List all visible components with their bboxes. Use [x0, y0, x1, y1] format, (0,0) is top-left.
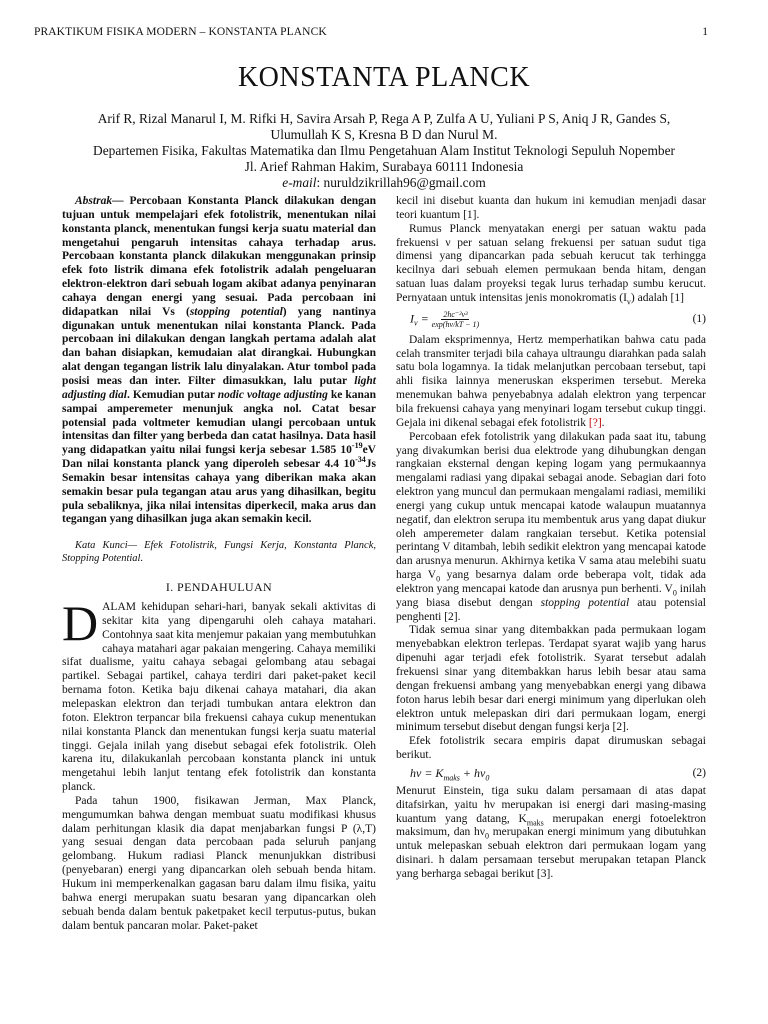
email-address[interactable]: : nuruldzikrillah96@gmail.com — [316, 175, 486, 190]
dropcap: D — [62, 595, 99, 652]
abstract-text: ) yang nantinya digunakan untuk menentukan nilai konstanta Planck. Pada percobaan ini dilakukan dengan langkah pertama adalah alat dan bahan disiapkan, kemudaian alat dirangkai. Hubungkan alat dengan tegangan listrik lalu dinyalakan. Atur tombol pada posisi meas dan inter. Filter dimasukkan, lalu putar — [62, 305, 376, 387]
authors-line-2: Ulumullah K S, Kresna B D dan Nurul M. — [270, 127, 498, 142]
abstract-text: Js Semakin besar intensitas cahaya yang diberikan maka akan semakin besar pula tegangan atau arus yang dihasilkan, begitu pula sebaliknya, jika nilai intensitas diperkecil, maka arus dan tegangan yang dihasilkan juga akan semakin kecil. — [62, 458, 376, 526]
equation-formula: $h\nu = K_{maks} + h\nu_0$ — [410, 765, 490, 783]
paragraph: Dalam eksprimennya, Hertz memperhatikan bahwa catu pada celah transmiter terjadi bila cahaya ultraungu diarahkan pada salah satu bola logamnya. Ia tidak melanjutkan percobaan tersebut, tapi ahli fisika lainnya meneruskan eksperimen tersebut. Mereka menemukan bahwa penyebabnya adalah elektron yang terpencar bila frekuensi cahaya yang menyinari logam tersebut cukup tinggi. Gejala ini dikenal sebagai efek fotolistrik [?]. — [396, 333, 706, 429]
paragraph-text: ALAM kehidupan sehari-hari, banyak sekali aktivitas di sekitar kita yang dipengaruhi oleh cahaya matahari. Contohnya saat kita menjemur pakaian yang membutuhkan cahaya matahari agar pakaian mengering. Cahaya memiliki sifat dualisme, yaitu cahaya sebagai gelombang atau sebagai partikel. Sebagai partikel, cahaya terdiri dari paket-paket kecil bernama foton. Ketika baju dikenai cahaya matahari, dia akan melepaskan elektron dan terjadi tumbukan antara elektron dan foton. Elektron terpancar bila frekuensi cahaya cukup menentukan nilai konstanta Planck dan menentukan fungsi kerja suatu material tinggi. Gejala inilah yang disebut sebagai efek fotolistrik. Oleh karena itu, dilakukanlah percobaan konstanta planck ini untuk mengetahui lebih lanjut tentang efek fotolistrik dan konstanta planck. — [62, 601, 376, 794]
equation-formula: $I_v$ = $\frac{\text{2hc⁻²ν³}}{\exp(h\nu/kT - 1)}$ — [410, 310, 480, 330]
abstract-term: stopping potential — [189, 305, 283, 318]
abstract-term: light adjusting dial — [62, 374, 376, 401]
authors-line-1: Arif R, Rizal Manarul I, M. Rifki H, Savira Arsah P, Rega A P, Zulfa A U, Yuliani P S, Aniq J R, Gandes S, — [97, 111, 671, 126]
email-line — [60, 175, 708, 191]
left-column — [62, 195, 376, 933]
abstract-label: Abstrak— — [75, 195, 124, 207]
abstract-text: ke kanan sampai amperemeter menunjuk angka nol. Catat besar potensial pada voltmeter kemudian ulangi percobaan untuk intensitas dan filter yang berbeda dan catat hasilnya. Data hasil yang didapatkan yaitu nilai fungsi kerja sebesar 1.585 10 — [62, 388, 376, 457]
affiliation-line-1: Departemen Fisika, Fakultas Matematika dan Ilmu Pengetahuan Alam Institut Teknologi Sepuluh Nopember — [93, 143, 675, 158]
running-head: PRAKTIKUM FISIKA MODERN – KONSTANTA PLANCK — [34, 26, 327, 38]
right-column — [396, 195, 706, 882]
paragraph: Tidak semua sinar yang ditembakkan pada permukaan logam menyebabkan elektron terlepas. Terdapat syarat wajib yang harus dipenuhi agar terjadi efek fotolistrik. Syarat tersebut adalah frekuensi sinar yang ditembakkan harus lebih besar atau sama dengan frekuensi ambang yang menyebabkan energi yang dibawa foton harus lebih besar dari energi minimum yang diperlukan oleh elektron untuk melepaskan diri dari permukaan logam, energi minimum tersebut disebut dengan fungsi kerja [2]. — [396, 624, 706, 734]
paragraph: Menurut Einstein, tiga suku dalam persamaan di atas dapat ditafsirkan, yaitu hν merupakan isi energi dari masing-masing kuantum yang datang, $K_{maks}$ merupakan energi fotoelektron maksimum, dan $h\nu_0$ merupakan energi minimum yang dibutuhkan untuk melepaskan sebuah elektron dari permukaan logam yang disinari. h dalam persamaan tersebut merupakan tetapan Planck yang berharga sebagai berikut [3]. — [396, 784, 707, 880]
paragraph: Percobaan efek fotolistrik yang dilakukan pada saat itu, tabung yang divakumkan berisi dua elektrode yang dihubungkan dengan rangkaian eksternal dengan keping logam yang permukaannya mengalami radiasi yang dipakai sebagai anode. Sebagian dari foto elektron yang muncul dan permukaan mengalami radiasi, memiliki energi yang cukup untuk mencapai katode walaupun muatannya negatif, dan elektron serupa itu membentuk arus yang dapat diukur oleh amperemeter dalam rangkaian tersebut. Ketika potensial perintang V ditambah, lebih sedikit elektron yang mencapai katode dan arusnya menurun. Akhirnya ketika V sama atau melebihi suatu harga $V_0$ yang besarnya dalam orde beberapa volt, tidak ada elektron yang mencapai katode dan arusnya pun berhenti. $V_0$ inilah yang biasa disebut dengan stopping potential atau potensial penghenti [2]. — [396, 430, 706, 623]
keywords — [62, 539, 376, 565]
paragraph: Rumus Planck menyatakan energi per satuan waktu pada frekuensi ν per satuan selang frekuensi per satuan sudut tiga dimensi yang dipancarkan pada sebuah kerucut tak terhingga kecilnya dari sebuah elemen permukaan benda hitam, dengan satuan luas dalam proyeksi tegak lurus terhadap sumbu kerucut. Pernyataan untuk intensitas jenis monokromatis $(I_v)$ adalah [1] — [396, 222, 706, 307]
equation-number: (1) — [692, 312, 706, 325]
broken-reference[interactable]: [?] — [588, 416, 602, 429]
paragraph: Efek fotolistrik secara empiris dapat dirumuskan sebagai berikut. — [396, 735, 706, 762]
equation-2 — [396, 764, 706, 784]
exponent: -34 — [355, 455, 366, 465]
equation-number: (2) — [692, 766, 706, 779]
paper-title: KONSTANTA PLANCK — [237, 62, 531, 93]
page-number: 1 — [702, 26, 708, 38]
paragraph: kecil ini disebut kuanta dan hukum ini kemudian menjadi dasar teori kuantum [1]. — [396, 195, 706, 221]
byline — [60, 111, 708, 191]
abstract-text: eV Dan nilai konstanta planck yang diperoleh sebesar 4.4 10 — [62, 444, 376, 471]
exponent: -19 — [351, 441, 363, 451]
email-label: e-mail — [282, 175, 317, 190]
abstract-term: nodic voltage adjusting — [217, 388, 328, 401]
abstract-text: . Kemudian putar — [126, 388, 218, 401]
abstract-text: Percobaan Konstanta Planck dilakukan dengan tujuan untuk mempelajari efek fotolistrik, menentukan nilai konstanta planck, menentukan fungsi kerja suatu material dan mengetahui pengaruh intensitas cahaya terhadap arus. Percobaan konstanta planck dilakukan menggunakan prinsip efek foto listrik dimana efek fotolistrik adalah pengeluaran elektron-elektron dari sebuah logam akibat adanya penyinaran cahaya dengan energi yang sesuai. Pada percobaan ini didapatkan nilai Vs ( — [62, 195, 376, 318]
intro-paragraph — [62, 595, 376, 795]
section-heading: I. PENDAHULUAN — [165, 580, 273, 595]
affiliation-line-2: Jl. Arief Rahman Hakim, Surabaya 60111 Indonesia — [244, 159, 524, 174]
keywords-text: Efek Fotolistrik, Fungsi Kerja, Konstanta Planck, Stopping Potential. — [62, 540, 376, 565]
intro-paragraph: Pada tahun 1900, fisikawan Jerman, Max Planck, mengumumkan bahwa dengan membuat suatu modifikasi khusus dalam perhitungan klasik dia dapat menjabarkan fungsi P (λ,T) yang sesuai dengan data percobaan pada seluruh panjang gelombang. Hukum radiasi Planck menunjukkan distribusi (penyebaran) energi yang dipancarkan oleh sebuah benda hitam. Hukum ini memperkenalkan gagasan baru dalam ilmu fisika, yaitu bahwa energi merupakan suatu besaran yang dipancarkan oleh sebuah benda dalam bentuk paketpaket kecil terputus-putus, bukan dalam bentuk pancaran molar. Paket-paket — [62, 794, 376, 932]
keywords-label: Kata Kunci— — [75, 540, 137, 552]
equation-1 — [396, 307, 706, 333]
abstract — [62, 195, 376, 527]
